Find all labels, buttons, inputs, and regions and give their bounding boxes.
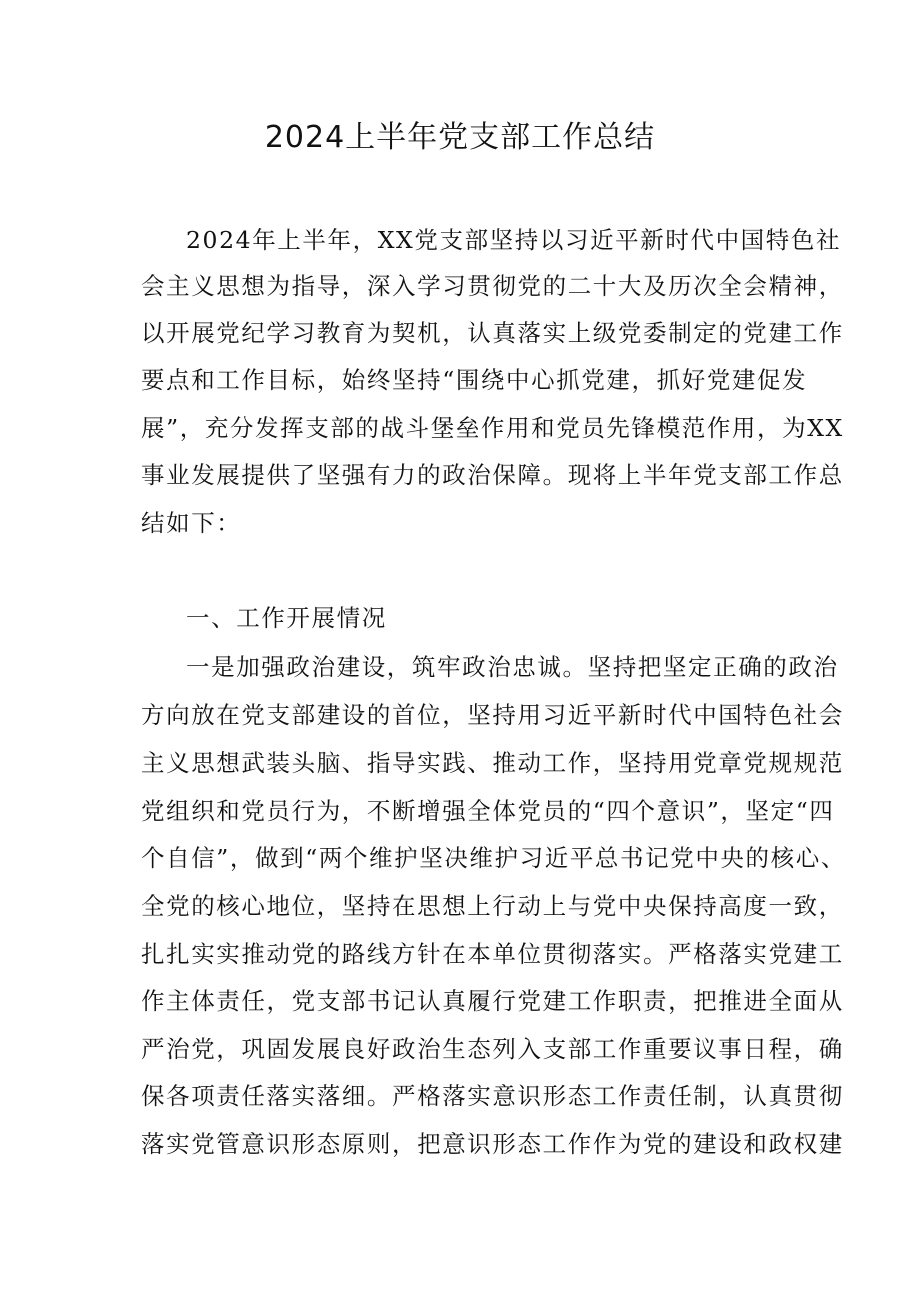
body-line: 保各项责任落实落细。严格落实意识形态工作责任制，认真贯彻	[141, 1082, 844, 1110]
intro-line: 事业发展提供了坚强有力的政治保障。现将上半年党支部工作总	[141, 461, 844, 489]
intro-line: 结如下：	[141, 509, 242, 537]
body-line: 落实党管意识形态原则，把意识形态工作作为党的建设和政权建	[141, 1130, 844, 1158]
section-heading: 一、工作开展情况	[186, 604, 387, 632]
intro-line: 以开展党纪学习教育为契机，认真落实上级党委制定的党建工作	[141, 319, 844, 347]
body-line: 方向放在党支部建设的首位，坚持用习近平新时代中国特色社会	[141, 701, 844, 729]
body-line: 党组织和党员行为，不断增强全体党员的“四个意识”，坚定“四	[141, 797, 835, 825]
body-line: 全党的核心地位，坚持在思想上行动上与党中央保持高度一致，	[141, 892, 844, 920]
body-line: 个自信”，做到“两个维护坚决维护习近平总书记党中央的核心、	[141, 844, 846, 872]
body-line: 一是加强政治建设，筑牢政治忠诚。坚持把坚定正确的政治	[186, 653, 839, 681]
intro-line: 要点和工作目标，始终坚持“围绕中心抓党建，抓好党建促发	[141, 366, 808, 394]
body-line: 严治党，巩固发展良好政治生态列入支部工作重要议事日程，确	[141, 1035, 844, 1063]
intro-line: 展”，充分发挥支部的战斗堡垒作用和党员先锋模范作用，为XX	[141, 414, 844, 442]
body-line: 扎扎实实推动党的路线方针在本单位贯彻落实。严格落实党建工	[141, 940, 844, 968]
body-line: 作主体责任，党支部书记认真履行党建工作职责，把推进全面从	[141, 987, 844, 1015]
document-title: 2024上半年党支部工作总结	[264, 120, 656, 155]
body-line: 主义思想武装头脑、指导实践、推动工作，坚持用党章党规规范	[141, 749, 844, 777]
intro-line: 2024年上半年，XX党支部坚持以习近平新时代中国特色社	[186, 226, 842, 254]
intro-line: 会主义思想为指导，深入学习贯彻党的二十大及历次全会精神，	[141, 272, 844, 300]
